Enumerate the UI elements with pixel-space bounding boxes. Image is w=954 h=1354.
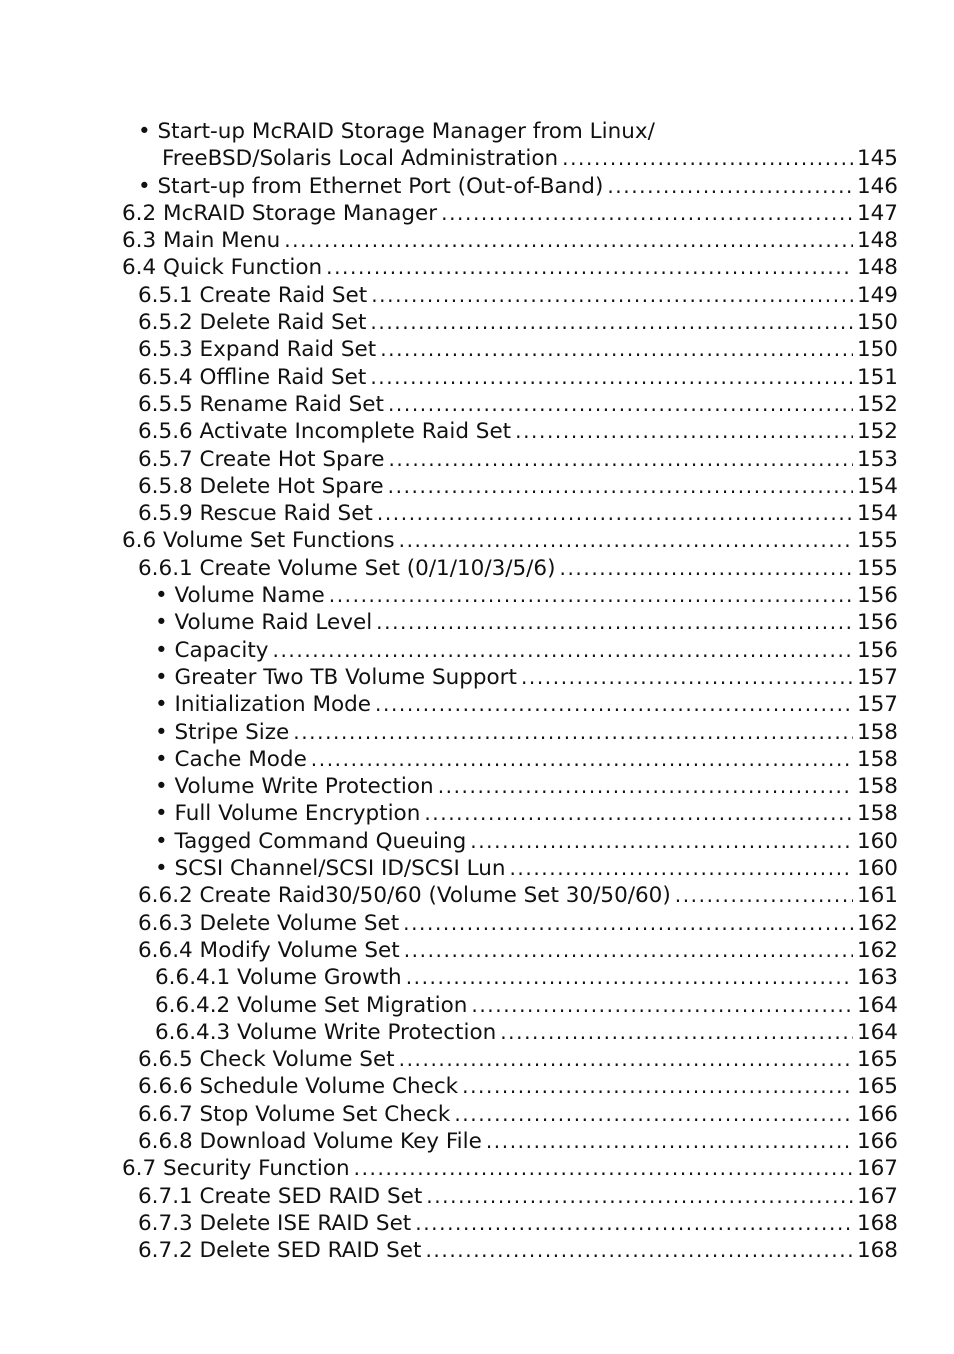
- toc-entry-title: • Capacity: [155, 637, 269, 663]
- dot-leader: [560, 555, 853, 582]
- dot-leader: [515, 418, 853, 445]
- dot-leader: [284, 227, 853, 254]
- toc-entry-title: 6.5.6 Activate Incomplete Raid Set: [138, 419, 512, 445]
- dot-leader: [415, 1210, 853, 1237]
- toc-entry[interactable]: [0, 254, 954, 281]
- toc-entry-title: 6.5.8 Delete Hot Spare: [138, 473, 384, 499]
- toc-entry-title: 6.6.4 Modify Volume Set: [138, 937, 400, 963]
- dot-leader: [329, 582, 853, 609]
- dot-leader: [486, 1128, 853, 1155]
- dot-leader: [371, 282, 853, 309]
- dot-leader: [375, 691, 853, 718]
- toc-entry: [0, 118, 954, 145]
- toc-entry[interactable]: [0, 446, 954, 473]
- toc-entry-title: • Start-up from Ethernet Port (Out-of-Band): [138, 173, 604, 199]
- toc-entry-title: 6.6.4.2 Volume Set Migration: [155, 992, 468, 1018]
- toc-entry-title: • Start-up McRAID Storage Manager from Linux/: [138, 119, 655, 144]
- toc-entry[interactable]: [0, 555, 954, 582]
- toc-entry-title: 6.7.1 Create SED RAID Set: [138, 1183, 423, 1209]
- toc-entry[interactable]: [0, 1046, 954, 1073]
- toc-entry-title: 6.7.3 Delete ISE RAID Set: [138, 1210, 412, 1236]
- dot-leader: [388, 473, 853, 500]
- toc-entry-page: 157: [856, 664, 898, 690]
- toc-entry-title: 6.6.1 Create Volume Set (0/1/10/3/5/6): [138, 555, 556, 581]
- toc-entry[interactable]: [0, 364, 954, 391]
- toc-entry-title: • Volume Name: [155, 583, 325, 609]
- dot-leader: [500, 1019, 853, 1046]
- toc-entry[interactable]: [0, 937, 954, 964]
- toc-entry-title: 6.6.4.1 Volume Growth: [155, 965, 402, 991]
- toc-entry[interactable]: [0, 882, 954, 909]
- toc-entry-title: 6.5.5 Rename Raid Set: [138, 391, 384, 417]
- toc-entry-page: 166: [856, 1128, 898, 1154]
- toc-entry-page: 168: [856, 1210, 898, 1236]
- toc-entry-title: 6.6.2 Create Raid30/50/60 (Volume Set 30/50/60): [138, 883, 671, 909]
- toc-entry-title: 6.6.8 Download Volume Key File: [138, 1128, 482, 1154]
- toc-entry-page: 163: [856, 965, 898, 991]
- dot-leader: [607, 173, 853, 200]
- toc-entry[interactable]: [0, 473, 954, 500]
- dot-leader: [675, 882, 853, 909]
- toc-entry-title: 6.6.5 Check Volume Set: [138, 1047, 395, 1073]
- toc-entry[interactable]: [0, 1073, 954, 1100]
- dot-leader: [326, 254, 853, 281]
- dot-leader: [399, 527, 853, 554]
- toc-entry-page: 161: [856, 883, 898, 909]
- toc-entry-title: 6.2 McRAID Storage Manager: [122, 200, 438, 226]
- dot-leader: [441, 200, 853, 227]
- toc-entry-page: 157: [856, 692, 898, 718]
- toc-entry-page: 148: [856, 228, 898, 254]
- toc-entry[interactable]: [0, 828, 954, 855]
- toc-entry-title: • Stripe Size: [155, 719, 290, 745]
- toc-entry[interactable]: [0, 1155, 954, 1182]
- dot-leader: [521, 664, 853, 691]
- dot-leader: [471, 992, 853, 1019]
- toc-entry-page: 164: [856, 1019, 898, 1045]
- toc-entry[interactable]: [0, 336, 954, 363]
- toc-entry-page: 155: [856, 528, 898, 554]
- dot-leader: [404, 937, 853, 964]
- toc-entry-title: • SCSI Channel/SCSI ID/SCSI Lun: [155, 856, 506, 882]
- dot-leader: [454, 1101, 853, 1128]
- dot-leader: [388, 446, 852, 473]
- toc-entry-title: 6.6.7 Stop Volume Set Check: [138, 1101, 451, 1127]
- toc-entry-page: 149: [856, 282, 898, 308]
- dot-leader: [399, 1046, 853, 1073]
- dot-leader: [462, 1073, 853, 1100]
- toc-entry-title: 6.7 Security Function: [122, 1156, 350, 1182]
- table-of-contents: [0, 118, 954, 1264]
- dot-leader: [376, 609, 853, 636]
- toc-entry-title: 6.5.4 Offline Raid Set: [138, 364, 367, 390]
- dot-leader: [470, 828, 853, 855]
- toc-entry[interactable]: [0, 992, 954, 1019]
- toc-entry-title: 6.6 Volume Set Functions: [122, 528, 395, 554]
- toc-entry-page: 145: [856, 146, 898, 172]
- dot-leader: [293, 719, 853, 746]
- toc-entry[interactable]: [0, 1019, 954, 1046]
- toc-entry-page: 154: [856, 473, 898, 499]
- toc-entry[interactable]: [0, 500, 954, 527]
- toc-entry-page: 147: [856, 200, 898, 226]
- dot-leader: [377, 500, 853, 527]
- toc-entry-title: 6.5.2 Delete Raid Set: [138, 310, 367, 336]
- toc-entry-page: 156: [856, 583, 898, 609]
- toc-entry-title: • Tagged Command Queuing: [155, 828, 467, 854]
- toc-entry[interactable]: [0, 1128, 954, 1155]
- toc-entry[interactable]: [0, 855, 954, 882]
- toc-entry-page: 168: [856, 1238, 898, 1264]
- toc-entry[interactable]: [0, 309, 954, 336]
- toc-entry-page: 165: [856, 1047, 898, 1073]
- dot-leader: [406, 964, 853, 991]
- toc-entry-title: • Initialization Mode: [155, 692, 372, 718]
- toc-entry-page: 154: [856, 501, 898, 527]
- dot-leader: [380, 336, 853, 363]
- toc-entry-title: 6.4 Quick Function: [122, 255, 323, 281]
- dot-leader: [388, 391, 853, 418]
- toc-entry-page: 150: [856, 310, 898, 336]
- toc-entry-page: 156: [856, 637, 898, 663]
- toc-entry-page: 158: [856, 774, 898, 800]
- toc-entry-page: 164: [856, 992, 898, 1018]
- toc-entry-title: 6.6.4.3 Volume Write Protection: [155, 1019, 497, 1045]
- toc-entry-title: 6.6.3 Delete Volume Set: [138, 910, 400, 936]
- toc-entry-page: 156: [856, 610, 898, 636]
- dot-leader: [424, 800, 853, 827]
- toc-entry-title: FreeBSD/Solaris Local Administration: [162, 146, 559, 172]
- toc-entry[interactable]: [0, 1210, 954, 1237]
- toc-entry-page: 148: [856, 255, 898, 281]
- toc-entry-page: 162: [856, 937, 898, 963]
- toc-entry-title: 6.5.7 Create Hot Spare: [138, 446, 385, 472]
- toc-entry-title: 6.5.9 Rescue Raid Set: [138, 501, 373, 527]
- dot-leader: [509, 855, 852, 882]
- toc-entry-page: 151: [856, 364, 898, 390]
- toc-entry[interactable]: [0, 664, 954, 691]
- toc-entry-title: 6.5.1 Create Raid Set: [138, 282, 368, 308]
- toc-entry[interactable]: [0, 800, 954, 827]
- toc-entry-page: 150: [856, 337, 898, 363]
- toc-entry-page: 158: [856, 719, 898, 745]
- dot-leader: [403, 910, 853, 937]
- toc-entry-title: 6.6.6 Schedule Volume Check: [138, 1074, 459, 1100]
- toc-entry-page: 167: [856, 1156, 898, 1182]
- dot-leader: [354, 1155, 853, 1182]
- toc-entry-page: 146: [856, 173, 898, 199]
- toc-entry-page: 152: [856, 391, 898, 417]
- toc-entry[interactable]: [0, 173, 954, 200]
- toc-entry-page: 166: [856, 1101, 898, 1127]
- toc-entry-page: 155: [856, 555, 898, 581]
- dot-leader: [272, 637, 852, 664]
- toc-entry[interactable]: [0, 964, 954, 991]
- toc-entry[interactable]: [0, 609, 954, 636]
- dot-leader: [438, 773, 853, 800]
- toc-entry-title: • Volume Write Protection: [155, 774, 434, 800]
- dot-leader: [370, 364, 853, 391]
- toc-entry[interactable]: [0, 773, 954, 800]
- toc-entry[interactable]: [0, 746, 954, 773]
- toc-entry-title: 6.5.3 Expand Raid Set: [138, 337, 377, 363]
- toc-entry[interactable]: [0, 527, 954, 554]
- dot-leader: [425, 1237, 853, 1264]
- toc-entry[interactable]: [0, 719, 954, 746]
- dot-leader: [562, 145, 853, 172]
- toc-entry[interactable]: [0, 1183, 954, 1210]
- toc-entry[interactable]: [0, 227, 954, 254]
- toc-entry-page: 165: [856, 1074, 898, 1100]
- toc-entry-page: 158: [856, 801, 898, 827]
- toc-entry-page: 160: [856, 828, 898, 854]
- toc-entry-title: • Greater Two TB Volume Support: [155, 664, 517, 690]
- toc-entry[interactable]: [0, 637, 954, 664]
- toc-entry-page: 167: [856, 1183, 898, 1209]
- toc-entry-title: 6.7.2 Delete SED RAID Set: [138, 1238, 422, 1264]
- toc-entry-page: 158: [856, 746, 898, 772]
- toc-entry-title: • Volume Raid Level: [155, 610, 373, 636]
- dot-leader: [311, 746, 853, 773]
- toc-entry[interactable]: [0, 145, 954, 172]
- toc-entry[interactable]: [0, 691, 954, 718]
- toc-entry-page: 153: [856, 446, 898, 472]
- toc-entry[interactable]: [0, 1237, 954, 1264]
- toc-entry-page: 162: [856, 910, 898, 936]
- dot-leader: [370, 309, 853, 336]
- toc-entry[interactable]: [0, 282, 954, 309]
- toc-entry-page: 160: [856, 856, 898, 882]
- toc-entry-title: • Full Volume Encryption: [155, 801, 421, 827]
- toc-entry[interactable]: [0, 418, 954, 445]
- toc-entry[interactable]: [0, 582, 954, 609]
- toc-entry-page: 152: [856, 419, 898, 445]
- toc-entry[interactable]: [0, 391, 954, 418]
- toc-entry[interactable]: [0, 910, 954, 937]
- toc-entry[interactable]: [0, 200, 954, 227]
- toc-entry[interactable]: [0, 1101, 954, 1128]
- toc-entry-title: 6.3 Main Menu: [122, 228, 281, 254]
- dot-leader: [426, 1183, 853, 1210]
- toc-entry-title: • Cache Mode: [155, 746, 307, 772]
